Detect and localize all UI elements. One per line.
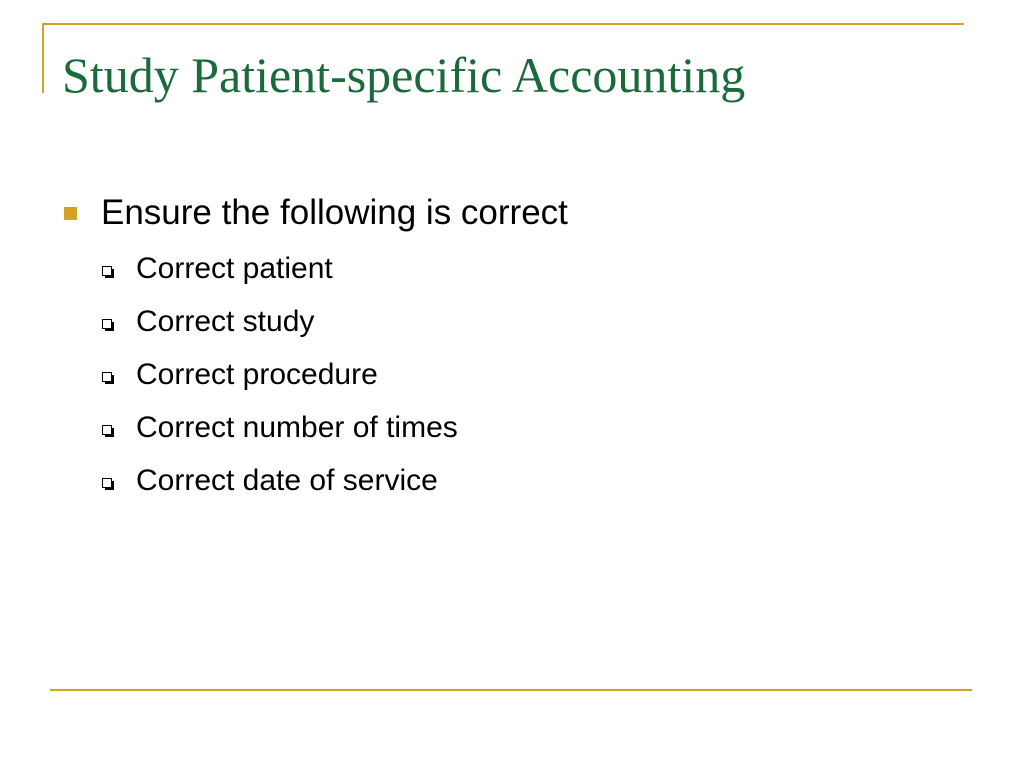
bullet-content (64, 190, 944, 507)
sub-bullet-item (102, 242, 944, 295)
sub-bullet-text: Correct procedure (136, 357, 378, 391)
top-accent-line (42, 23, 964, 25)
main-bullet-text: Ensure the following is correct (101, 193, 568, 232)
sub-bullet-item (102, 401, 944, 454)
sub-bullet-item (102, 295, 944, 348)
sub-bullet-list (64, 242, 944, 507)
sub-bullet-item (102, 348, 944, 401)
outlined-square-bullet-icon (102, 372, 112, 382)
sub-bullet-text: Correct study (136, 304, 315, 338)
left-accent-line (42, 23, 44, 93)
sub-bullet-text: Correct date of service (136, 463, 438, 497)
sub-bullet-text: Correct number of times (136, 410, 458, 444)
outlined-square-bullet-icon (102, 478, 112, 488)
main-bullet-item (64, 190, 944, 236)
outlined-square-bullet-icon (102, 425, 112, 435)
sub-bullet-item (102, 454, 944, 507)
bottom-accent-line (50, 689, 972, 691)
filled-square-bullet-icon (64, 207, 77, 220)
slide-title: Study Patient-specific Accounting (62, 47, 746, 103)
sub-bullet-text: Correct patient (136, 251, 333, 285)
outlined-square-bullet-icon (102, 319, 112, 329)
outlined-square-bullet-icon (102, 266, 112, 276)
